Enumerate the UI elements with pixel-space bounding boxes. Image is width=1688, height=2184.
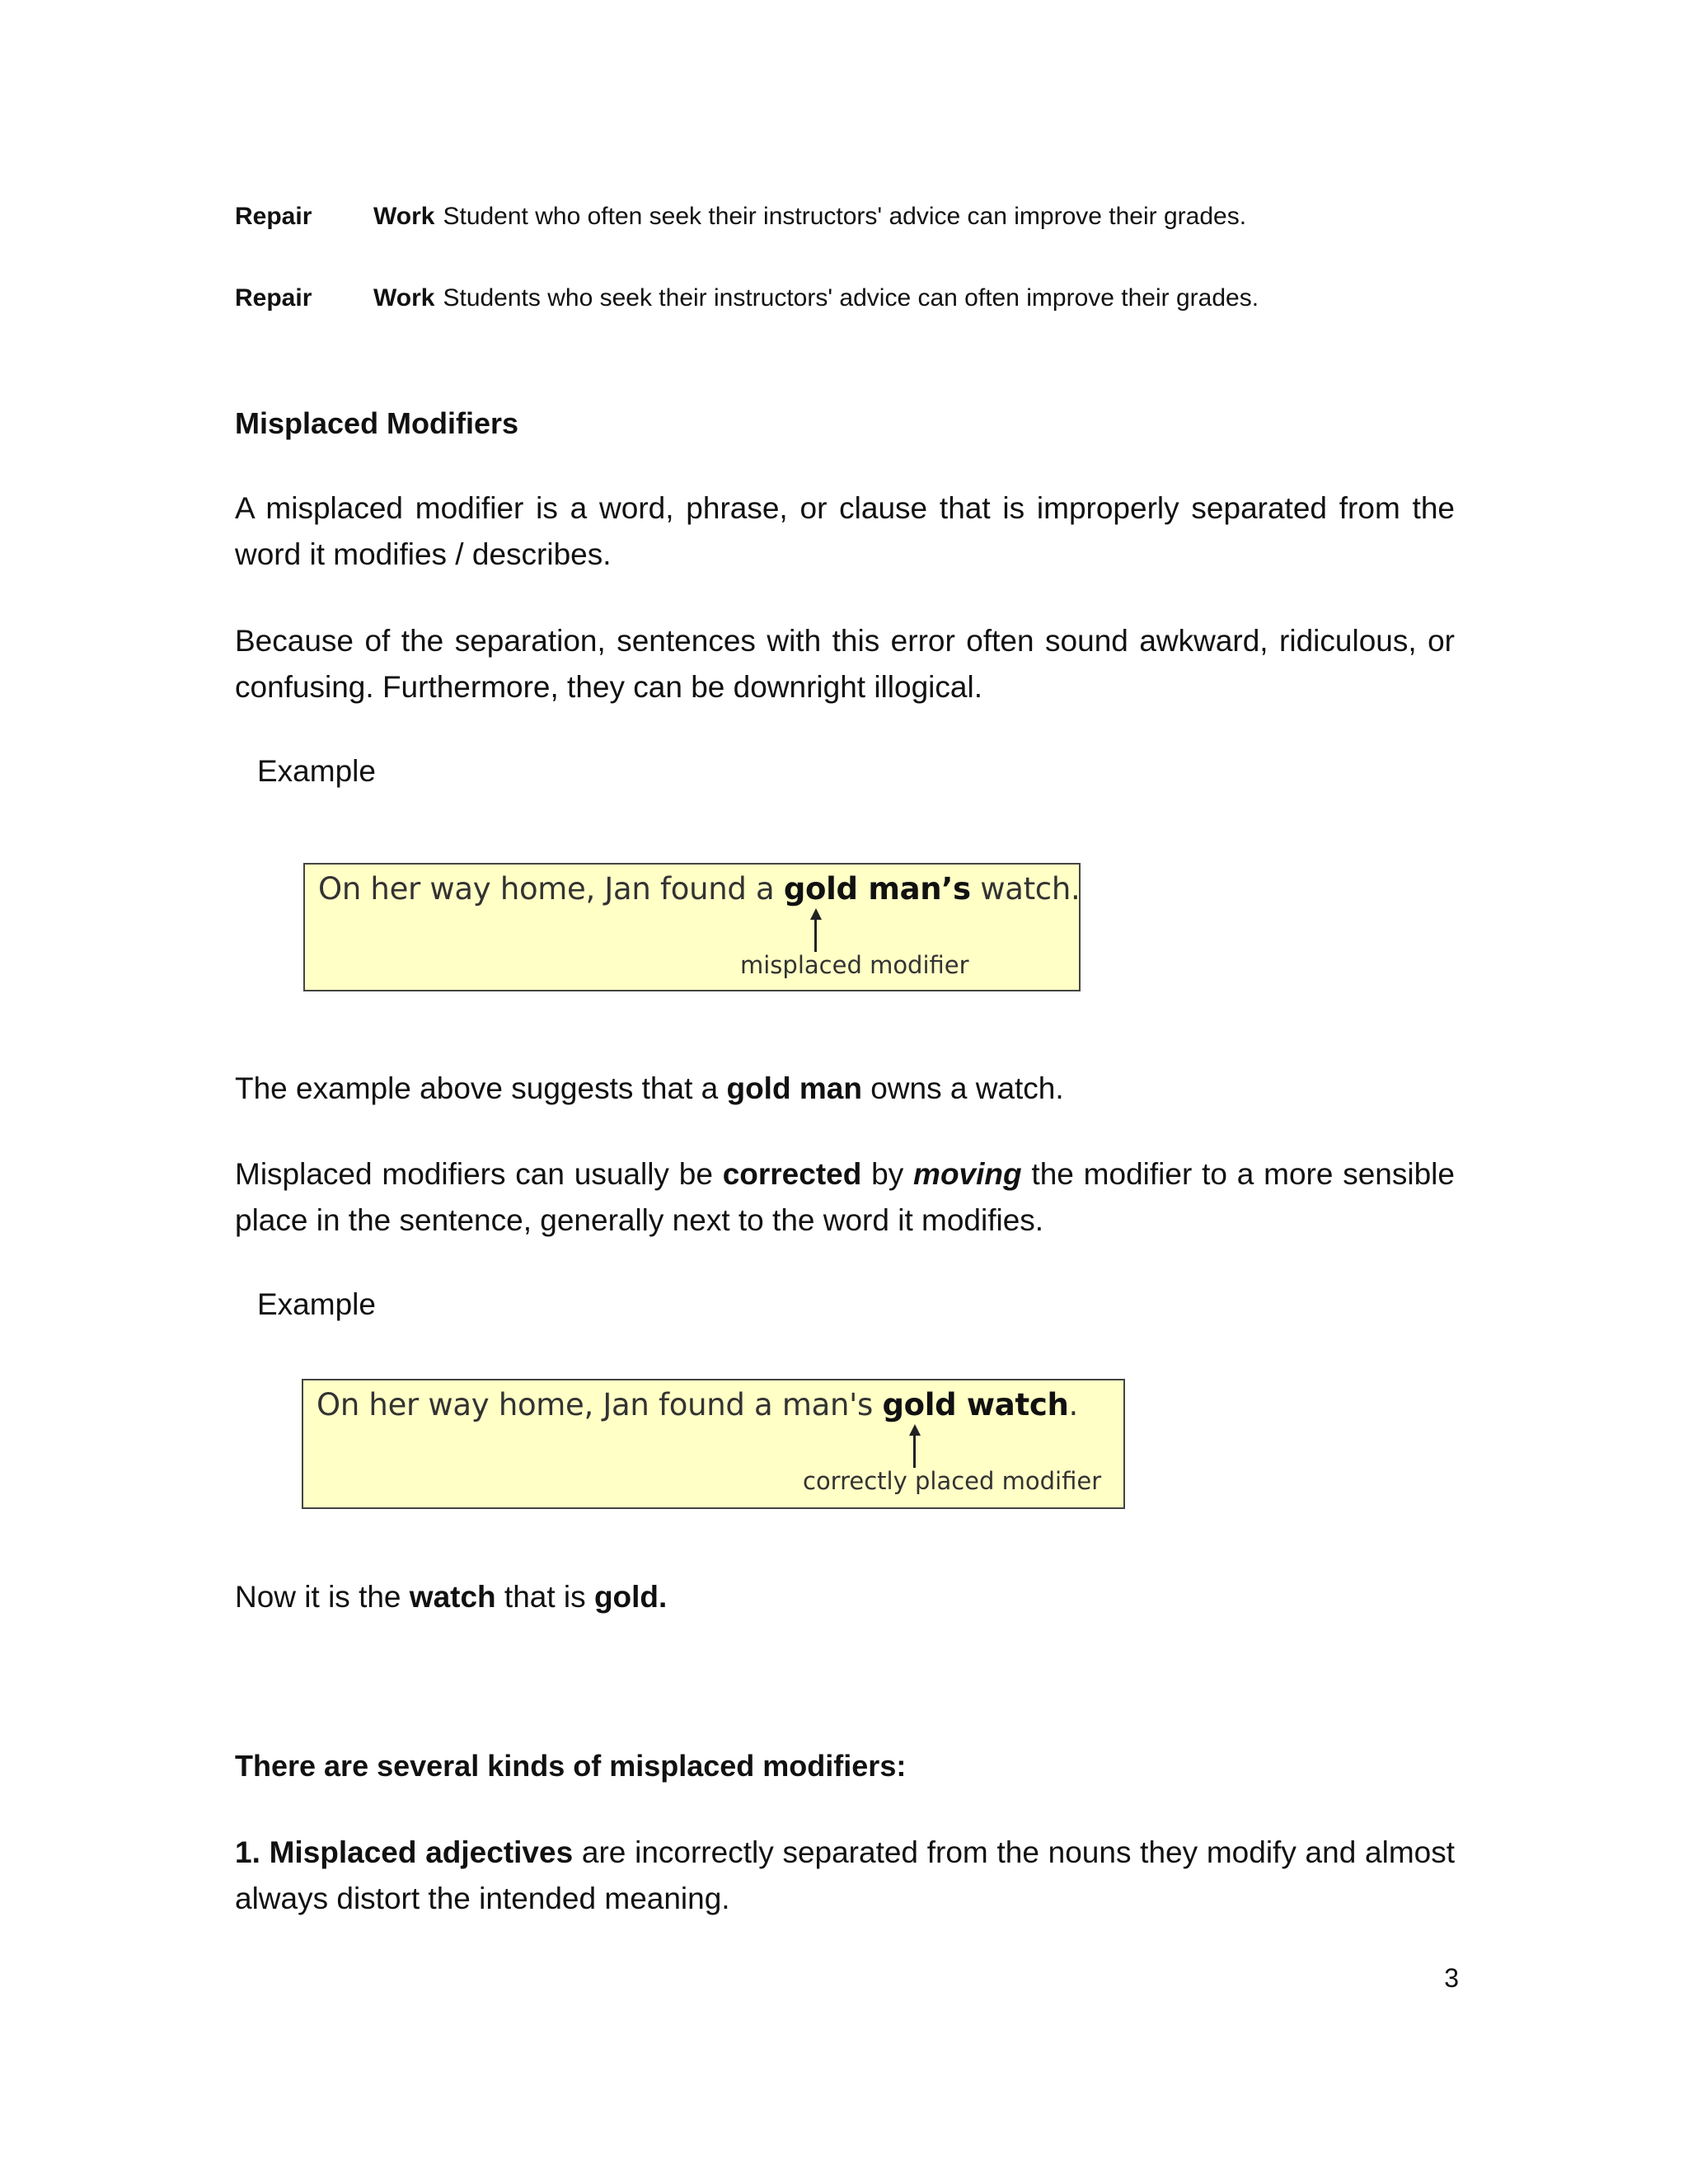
modifier-emphasis: gold man’s [783, 871, 971, 907]
example-sentence [316, 1385, 1078, 1425]
corrected-paragraph [235, 1151, 1455, 1244]
paragraph-text: The example above suggests that a [235, 1071, 727, 1105]
sentence-text: On her way home, Jan found a man's [316, 1387, 883, 1422]
paragraph-bold: corrected [722, 1157, 862, 1191]
example-box-misplaced [303, 863, 1081, 991]
repair-label: Repair [235, 203, 312, 230]
paragraph-text: are incorrectly separated from the nouns they modify and almost always distort the intended meaning. [235, 1835, 1455, 1915]
paragraph-text: owns a watch. [861, 1071, 1064, 1105]
definition-paragraph: A misplaced modifier is a word, phrase, or clause that is improperly separated from the word it modifies / describes. [235, 491, 1455, 571]
paragraph-bold-italic: moving [913, 1157, 1022, 1191]
paragraph-bold: watch [409, 1580, 496, 1614]
example-label: Example [257, 1287, 376, 1321]
arrow-shaft [913, 1435, 916, 1468]
sentence-text: watch. [970, 871, 1081, 907]
sentence-text: . [1068, 1387, 1078, 1422]
modifier-emphasis: gold watch [882, 1387, 1069, 1422]
now-paragraph [235, 1574, 1455, 1620]
kinds-heading: There are several kinds of misplaced modifiers: [235, 1749, 907, 1783]
repair-label: Repair [235, 284, 312, 312]
paragraph-bold: gold man [726, 1071, 862, 1105]
repair-line-2 [235, 282, 1455, 315]
work-label: Work [373, 203, 435, 230]
work-label: Work [373, 284, 435, 312]
paragraph-text: that is [495, 1580, 594, 1614]
repair-line-1 [235, 200, 1455, 233]
suggests-paragraph [235, 1066, 1455, 1112]
paragraph-bold: 1. Misplaced adjectives [235, 1835, 574, 1869]
example-box-correct [302, 1379, 1125, 1509]
paragraph-text: the modifier to a more sensible place in the sentence, generally next to the word it modifies. [235, 1157, 1455, 1237]
modifier-note: misplaced modifier [740, 951, 969, 979]
arrow-up-icon [810, 908, 822, 920]
repair-sentence: Student who often seek their instructors' advice can improve their grades. [443, 203, 1247, 230]
separation-paragraph: Because of the separation, sentences with this error often sound awkward, ridiculous, or confusing. Furthermore, they can be downright illogical. [235, 624, 1455, 704]
sentence-text: On her way home, Jan found a [318, 871, 784, 907]
modifier-note: correctly placed modifier [803, 1467, 1102, 1495]
example-label: Example [257, 754, 376, 788]
paragraph-text: Now it is the [235, 1580, 410, 1614]
arrow-up-icon [909, 1424, 921, 1436]
paragraph-text: Misplaced modifiers can usually be [235, 1157, 723, 1191]
adjectives-paragraph [235, 1830, 1455, 1922]
example-sentence [318, 869, 1080, 909]
paragraph-text: by [861, 1157, 914, 1191]
page-number: 3 [1444, 1963, 1459, 1993]
section-heading: Misplaced Modifiers [235, 406, 519, 440]
repair-sentence: Students who seek their instructors' advice can often improve their grades. [443, 284, 1259, 312]
paragraph-bold: gold. [593, 1580, 668, 1614]
arrow-shaft [814, 919, 817, 952]
